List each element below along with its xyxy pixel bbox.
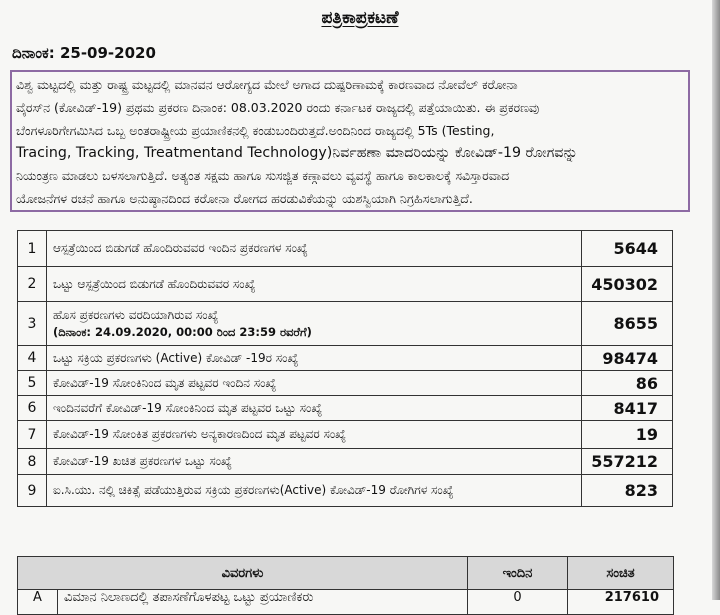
row-number: 3 [18,302,47,346]
table-row [18,396,673,421]
paragraph-line: Tracing, Tracking, Treatmentand Technology)ನಿರ್ವಹಣಾ ಮಾದರಿಯನ್ನು ಕೋವಿಡ್-19 ರೋಗವನ್ನು [16,145,578,162]
header-today: ಇಂದಿನ [468,557,568,590]
details-table [17,556,674,615]
row-number: 2 [18,267,47,302]
paragraph-line: ವೈರಸ್‌ನ (ಕೋವಿಡ್-19) ಪ್ರಥಮ ಪ್ರಕರಣ ದಿನಾಂಕ: 08.03.2020 ರಂದು ಕರ್ನಾಟಕ ರಾಜ್ಯದಲ್ಲಿ ಪತ್ತೆಯಾಯಿತು. ಈ ಪ್ರಕರಣವು [16,99,540,115]
row-value: 98474 [582,346,673,371]
paragraph-line: ನಿಯಂತ್ರಣ ಮಾಡಲು ಬಳಸಲಾಗುತ್ತಿದೆ. ಅತ್ಯಂತ ಸಕ್ಷಮ ಹಾಗೂ ಸುಸಜ್ಜಿತ ಕಣ್ಗಾವಲು ವ್ಯವಸ್ಥೆ ಹಾಗೂ ಕಾಲಕಾಲಕ್ಕೆ ಸವಿಸ್ತಾರವಾದ [16,168,510,184]
paragraph-line: ವಿಶ್ವ ಮಟ್ಟದಲ್ಲಿ ಮತ್ತು ರಾಷ್ಟ್ರ ಮಟ್ಟದಲ್ಲಿ ಮಾನವನ ಆರೋಗ್ಯದ ಮೇಲೆ ಅಗಾದ ದುಷ್ಪರಿಣಾಮಕ್ಕೆ ಕಾರಣವಾದ ನೋವೆಲ್ ಕರೋನಾ [16,77,518,92]
row-number: 1 [18,231,47,267]
row-today: 0 [468,590,568,615]
table-row [18,449,673,475]
row-description-line: ಹೊಸ ಪ್ರಕರಣಗಳು ವರದಿಯಾಗಿರುವ ಸಂಖ್ಯೆ [53,307,219,322]
row-value: 450302 [582,267,673,302]
paragraph-line: ಯೋಜನೆಗಳ ರಚನೆ ಹಾಗೂ ಅನುಷ್ಠಾನದಿಂದ ಕರೋನಾ ರೋಗದ ಹರಡುವಿಕೆಯನ್ನು ಯಶಸ್ವಿಯಾಗಿ ನಿಗ್ರಹಿಸಲಾಗುತ್ತಿದೆ. [16,190,473,206]
row-value: 557212 [582,449,673,475]
table-row [18,231,673,267]
row-description: ಒಟ್ಟು ಸಕ್ರಿಯ ಪ್ರಕರಣಗಳು (Active) ಕೋವಿಡ್ -19ರ ಸಂಖ್ಯೆ [47,346,582,371]
row-description [47,302,582,346]
row-description: ವಿಮಾನ ನಿಲಾಣದಲ್ಲಿ ತಪಾಸಣೆಗೊಳಪಟ್ಟ ಒಟ್ಟು ಪ್ರಯಾಣಿಕರು [58,590,468,615]
row-value: 86 [582,371,673,396]
header-cumulative: ಸಂಚಿತ [568,557,674,590]
row-label: A [18,590,58,615]
table-row [18,421,673,449]
document-title [0,8,720,28]
row-description: ಇಂದಿನವರೆಗೆ ಕೋವಿಡ್-19 ಸೋಂಕಿನಿಂದ ಮೃತ ಪಟ್ಟವರ ಒಟ್ಟು ಸಂಖ್ಯೆ [47,396,582,421]
header-details: ವಿವರಗಳು [18,557,468,590]
row-number: 7 [18,421,47,449]
row-description: ಒಟ್ಟು ಆಸ್ಪತ್ರೆಯಿಂದ ಬಿಡುಗಡೆ ಹೊಂದಿರುವವರ ಸಂಖ್ಯೆ [47,267,582,302]
table-row [18,475,673,507]
row-value: 8655 [582,302,673,346]
row-description: ಆಸ್ಪತ್ರೆಯಿಂದ ಬಿಡುಗಡೆ ಹೊಂದಿರುವವರ ಇಂದಿನ ಪ್ರಕರಣಗಳ ಸಂಖ್ಯೆ [47,231,582,267]
row-number: 6 [18,396,47,421]
stats-table [17,230,673,507]
row-value: 5644 [582,231,673,267]
row-value: 823 [582,475,673,507]
table-row [18,302,673,346]
table-row [18,267,673,302]
row-cumulative: 217610 [568,590,674,615]
row-number: 9 [18,475,47,507]
row-description: ಕೋವಿಡ್-19 ಸೋಂಕಿತ ಪ್ರಕರಣಗಳು ಅನ್ಯಕಾರಣದಿಂದ ಮೃತ ಪಟ್ಟವರ ಸಂಖ್ಯೆ [47,421,582,449]
row-number: 4 [18,346,47,371]
document-title-text: ಪತ್ರಿಕಾಪ್ರಕಟಣೆ [321,8,399,28]
row-value: 8417 [582,396,673,421]
date-line: ದಿನಾಂಕ: 25-09-2020 [12,44,156,62]
row-number: 5 [18,371,47,396]
table-header-row [18,557,674,590]
row-description: ಕೋವಿಡ್-19 ಸೋಂಕಿನಿಂದ ಮೃತ ಪಟ್ಟವರ ಇಂದಿನ ಸಂಖ್ಯೆ [47,371,582,396]
intro-paragraph-box [10,70,690,212]
row-description: ಕೋವಿಡ್-19 ಖಚಿತ ಪ್ರಕರಣಗಳ ಒಟ್ಟು ಸಂಖ್ಯೆ [47,449,582,475]
row-number: 8 [18,449,47,475]
table-row [18,590,674,615]
page-edge-shadow [712,0,720,600]
table-row [18,371,673,396]
table-row [18,346,673,371]
row-value: 19 [582,421,673,449]
row-description-subline: (ದಿನಾಂಕ: 24.09.2020, 00:00 ರಿಂದ 23:59 ರವರೆಗೆ) [53,324,312,339]
paragraph-line: ಬೆಂಗಳೂರಿಗೇಗಮಿಸಿದ ಒಬ್ಬ ಅಂತರಾಷ್ಟ್ರೀಯ ಪ್ರಯಾಣಿಕನಲ್ಲಿ ಕಂಡುಬಂದಿರುತ್ತದೆ.ಅಂದಿನಿಂದ ರಾಜ್ಯದಲ್ಲಿ 5Ts (Testing, [16,122,495,138]
row-description: ಐ.ಸಿ.ಯು. ನಲ್ಲಿ ಚಿಕಿತ್ಸೆ ಪಡೆಯುತ್ತಿರುವ ಸಕ್ರಿಯ ಪ್ರಕರಣಗಳು(Active) ಕೋವಿಡ್-19 ರೋಗಿಗಳ ಸಂಖ್ಯೆ [47,475,582,507]
